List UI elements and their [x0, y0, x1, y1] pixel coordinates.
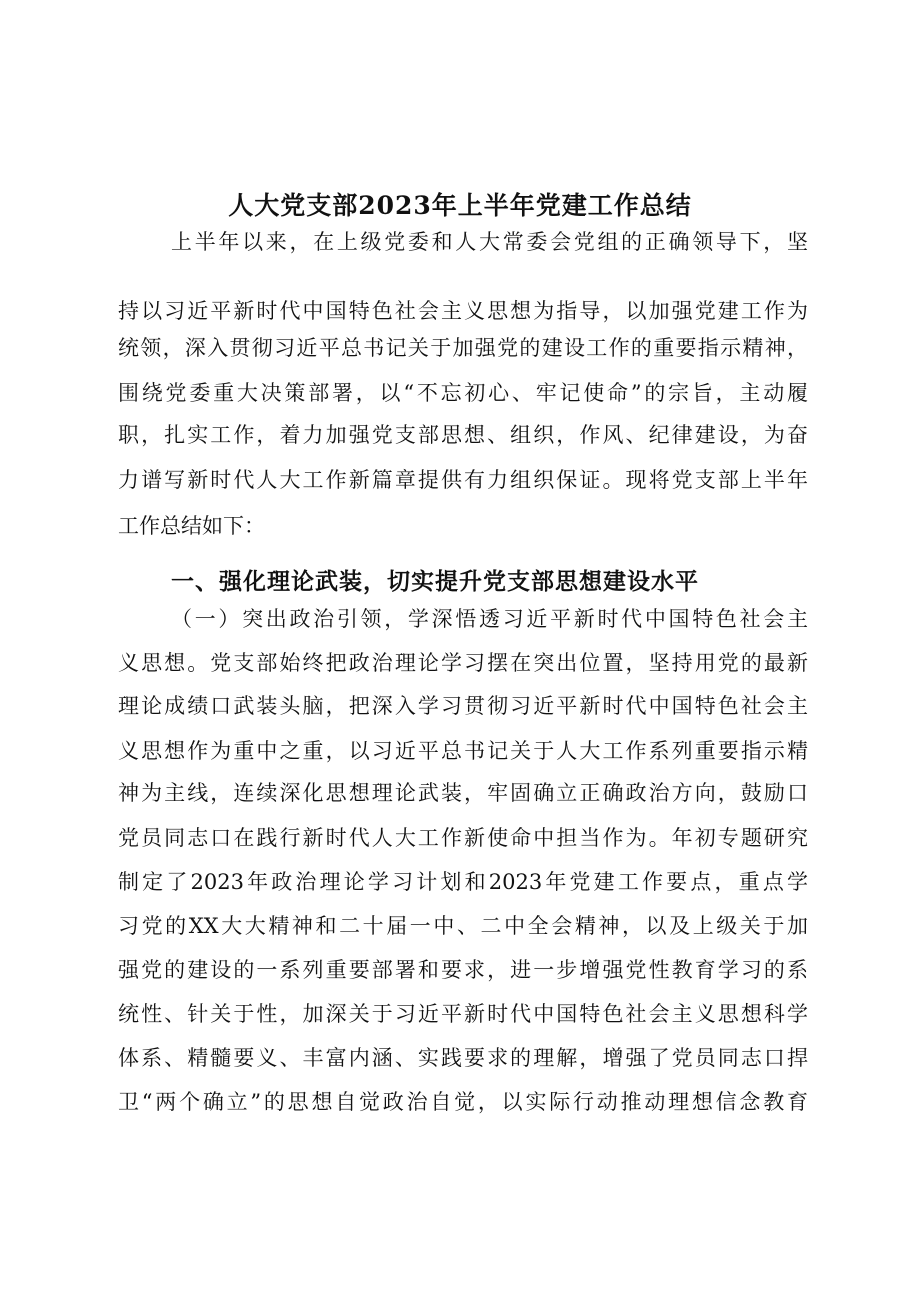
section-line: 制定了2023年政治理论学习计划和2023年党建工作要点，重点学: [118, 870, 808, 894]
document-title: 人大党支部2023年上半年党建工作总结: [228, 191, 692, 220]
intro-line: 持以习近平新时代中国特色社会主义思想为指导，以加强党建工作为: [118, 299, 808, 323]
section-heading: 一、强化理论武装，切实提升党支部思想建设水平: [171, 568, 699, 595]
intro-line: 职，扎实工作，着力加强党支部思想、组织，作风、纪律建设，为奋: [118, 423, 808, 447]
intro-line: 统领，深入贯彻习近平总书记关于加强党的建设工作的重要指示精神，: [118, 336, 808, 360]
section-line: 理论成绩口武装头脑，把深入学习贯彻习近平新时代中国特色社会主: [118, 694, 808, 718]
section-line: 体系、精髓要义、丰富内涵、实践要求的理解，增强了党员同志口捍: [118, 1046, 808, 1070]
intro-line: 围绕党委重大决策部署，以“不忘初心、牢记使命”的宗旨，主动履: [118, 381, 808, 405]
intro-line: 上半年以来，在上级党委和人大常委会党组的正确领导下，坚: [171, 230, 808, 254]
section-line: 党员同志口在践行新时代人大工作新使命中担当作为。年初专题研究: [118, 826, 808, 850]
intro-line: 工作总结如下：: [118, 514, 265, 538]
section-line: 卫“两个确立”的思想自觉政治自觉，以实际行动推动理想信念教育: [118, 1090, 808, 1114]
section-line: 统性、针关于性，加深关于习近平新时代中国特色社会主义思想科学: [118, 1002, 808, 1026]
section-line: 习党的XX大大精神和二十届一中、二中全会精神，以及上级关于加: [118, 914, 808, 938]
section-line: 强党的建设的一系列重要部署和要求，进一步增强党性教育学习的系: [118, 958, 808, 982]
intro-line: 力谱写新时代人大工作新篇章提供有力组织保证。现将党支部上半年: [118, 468, 808, 492]
section-line: 神为主线，连续深化思想理论武装，牢固确立正确政治方向，鼓励口: [118, 781, 808, 805]
section-line: （一）突出政治引领，学深悟透习近平新时代中国特色社会主: [171, 607, 808, 631]
section-line: 义思想。党支部始终把政治理论学习摆在突出位置，坚持用党的最新: [118, 651, 808, 675]
section-line: 义思想作为重中之重，以习近平总书记关于人大工作系列重要指示精: [118, 739, 808, 763]
